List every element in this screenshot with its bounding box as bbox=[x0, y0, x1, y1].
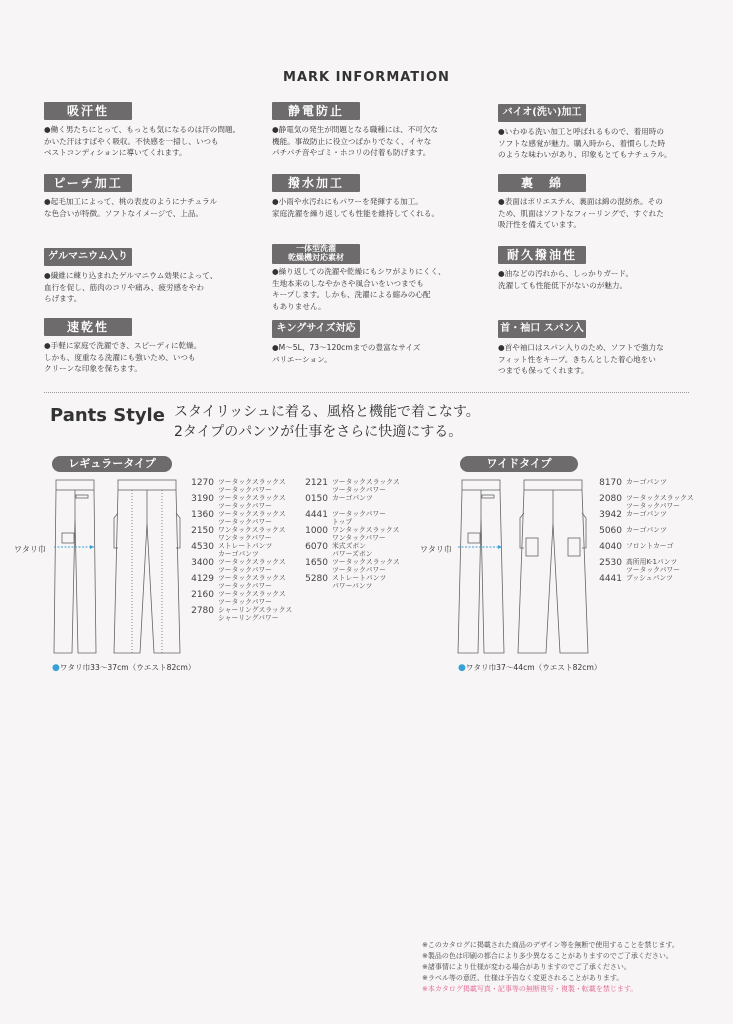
regular-code-list-2 bbox=[300, 478, 400, 590]
list-item bbox=[186, 590, 292, 606]
mark-item bbox=[44, 100, 272, 172]
mark-desc: ●手軽に家庭で洗濯でき、スピーディに乾燥。 しかも、度重なる洗濯にも強いため、いつも クリーンな印象を保ちます。 bbox=[44, 341, 202, 373]
wide-size-note bbox=[458, 662, 601, 673]
regular-size-note bbox=[52, 662, 195, 673]
list-item bbox=[186, 494, 292, 510]
note-line: ※ラベル等の意匠、仕様は予告なく変更されることがあります。 bbox=[422, 974, 624, 982]
product-name: シャーリングスラックス シャーリングパワー bbox=[218, 606, 293, 622]
wide-watari-label: ワタリ巾 bbox=[420, 545, 452, 554]
product-code: 4441 bbox=[599, 574, 622, 584]
blue-dot-icon: ● bbox=[52, 663, 60, 673]
list-item bbox=[594, 558, 694, 574]
mark-badge: 吸汗性 bbox=[44, 102, 132, 120]
mark-item bbox=[498, 100, 704, 172]
product-name: ブッシュパンツ bbox=[626, 574, 673, 582]
product-code: 3400 bbox=[191, 558, 214, 568]
mark-information-grid bbox=[44, 100, 704, 390]
mark-item bbox=[44, 172, 272, 244]
product-name: ツータックパワー トップ bbox=[332, 510, 386, 526]
product-name: フロントカーゴ bbox=[626, 542, 674, 550]
product-name: ワンタックスラックス ワンタックパワー bbox=[218, 526, 286, 542]
pants-style-subtitle-line1: スタイリッシュに着る、風格と機能で着こなす。 bbox=[174, 404, 480, 420]
list-item bbox=[186, 510, 292, 526]
regular-watari-label: ワタリ巾 bbox=[14, 545, 46, 554]
product-name: ツータックスラックス ツータックパワー bbox=[332, 478, 400, 494]
mark-desc: ●油などの汚れから、しっかりガード。 洗濯しても性能低下がないのが魅力。 bbox=[498, 269, 634, 290]
mark-item bbox=[498, 244, 704, 316]
product-code: 8170 bbox=[599, 478, 622, 488]
product-code: 2150 bbox=[191, 526, 214, 536]
footer-notes bbox=[422, 940, 679, 995]
list-item bbox=[300, 494, 400, 510]
product-code: 5060 bbox=[599, 526, 622, 536]
regular-pants-illustration bbox=[52, 478, 192, 660]
product-name: ストレートパンツ カーゴパンツ bbox=[218, 542, 273, 558]
product-code: 2080 bbox=[599, 494, 622, 504]
list-item bbox=[594, 574, 694, 590]
mark-item bbox=[44, 316, 272, 388]
product-code: 1650 bbox=[305, 558, 328, 568]
product-name: カーゴパンツ bbox=[626, 526, 667, 534]
product-name: 米式ズボン パワーズボン bbox=[332, 542, 373, 558]
regular-code-list-1 bbox=[186, 478, 292, 622]
product-name: ツータックスラックス ツータックパワー bbox=[218, 574, 286, 590]
list-item bbox=[300, 478, 400, 494]
mark-badge: 裏 綿 bbox=[498, 174, 586, 192]
product-code: 4530 bbox=[191, 542, 214, 552]
product-code: 4040 bbox=[599, 542, 622, 552]
list-item bbox=[594, 478, 694, 494]
mark-item bbox=[498, 172, 704, 244]
mark-desc: ●小雨や水汚れにもパワーを発揮する加工。 家庭洗濯を繰り返しても性能を維持してくれる。 bbox=[272, 197, 440, 218]
list-item bbox=[300, 526, 400, 542]
product-name: カーゴパンツ bbox=[626, 478, 667, 486]
pants-style-subtitle bbox=[174, 402, 480, 442]
note-line: ※このカタログに掲載された商品のデザイン等を無断で使用することを禁じます。 bbox=[422, 941, 679, 949]
list-item bbox=[186, 526, 292, 542]
list-item bbox=[186, 478, 292, 494]
mark-desc: ●繊維に練り込まれたゲルマニウム効果によって、 血行を促し、筋肉のコリや痛み、疲労感をやわ らげます。 bbox=[44, 271, 218, 303]
mark-desc: ●働く男たちにとって、もっとも気になるのは汗の問題。 かいた汗はすばやく吸収。不快感を一掃し、いつも ベストコンディションに導いてくれます。 bbox=[44, 125, 241, 157]
mark-desc: ●起毛加工によって、桃の表皮のようにナチュラル な色合いが特徴。ソフトなイメージで、上品。 bbox=[44, 197, 218, 218]
mark-item bbox=[44, 244, 272, 316]
list-item bbox=[594, 510, 694, 526]
product-code: 4441 bbox=[305, 510, 328, 520]
mark-badge: 速乾性 bbox=[44, 318, 132, 336]
product-code: 0150 bbox=[305, 494, 328, 504]
list-item bbox=[186, 606, 292, 622]
mark-item bbox=[498, 316, 704, 388]
mark-desc: ●いわゆる洗い加工と呼ばれるもので、着用時の ソフトな感覚が魅力。購入時から、着慣らした時 のような味わいがあり、印象もとてもナチュラル。 bbox=[498, 127, 672, 159]
product-code: 2160 bbox=[191, 590, 214, 600]
product-code: 5280 bbox=[305, 574, 328, 584]
mark-badge: 静電防止 bbox=[272, 102, 360, 120]
product-name: ツータックスラックス ツータックパワー bbox=[332, 558, 400, 574]
mark-desc: ●表面はポリエステル、裏面は綿の混紡糸。その ため、肌面はソフトなフィーリングで、すぐれた 吸汗性を備えています。 bbox=[498, 197, 664, 229]
product-name: ツータックスラックス ツータックパワー bbox=[218, 558, 286, 574]
list-item bbox=[186, 558, 292, 574]
mark-badge: ゲルマニウム入り bbox=[44, 248, 132, 266]
product-name: ツータックスラックス ツータックパワー bbox=[218, 590, 286, 606]
note-line-pink: ※本カタログ掲載写真・記事等の無断複写・複製・転載を禁じます。 bbox=[422, 985, 638, 993]
mark-badge: 撥水加工 bbox=[272, 174, 360, 192]
product-name: ツータックスラックス ツータックパワー bbox=[626, 494, 694, 510]
product-name: ツータックスラックス ツータックパワー bbox=[218, 510, 286, 526]
note-line: ※製品の色は印刷の都合により多少異なることがありますのでご了承ください。 bbox=[422, 952, 673, 960]
product-code: 1270 bbox=[191, 478, 214, 488]
mark-desc: ●M～5L、73～120cmまでの豊富なサイズ バリエーション。 bbox=[272, 343, 421, 364]
mark-item bbox=[272, 172, 498, 244]
product-code: 3190 bbox=[191, 494, 214, 504]
list-item bbox=[594, 542, 694, 558]
mark-desc: ●繰り返しての洗濯や乾燥にもシワがよりにくく、 生地本来のしなやかさや風合いをいつまでも キープします。しかも、洗濯による縮みの心配 もありません。 bbox=[272, 267, 446, 311]
list-item bbox=[300, 542, 400, 558]
list-item bbox=[300, 558, 400, 574]
mark-badge: ピーチ加工 bbox=[44, 174, 132, 192]
wide-code-list bbox=[594, 478, 694, 590]
list-item bbox=[186, 542, 292, 558]
pants-style-title: Pants Style bbox=[50, 405, 165, 426]
mark-information-title: MARK INFORMATION bbox=[283, 70, 450, 85]
product-name: カーゴパンツ bbox=[332, 494, 373, 502]
regular-size-note-text: ワタリ巾33～37cm（ウエスト82cm） bbox=[59, 663, 196, 672]
section-divider bbox=[44, 392, 689, 393]
product-code: 1000 bbox=[305, 526, 328, 536]
pants-style-subtitle-line2: 2タイプのパンツが仕事をさらに快適にする。 bbox=[174, 424, 463, 440]
list-item bbox=[300, 574, 400, 590]
product-code: 2121 bbox=[305, 478, 328, 488]
product-name: ツータックスラックス ツータックパワー bbox=[218, 494, 286, 510]
product-name: ツータックスラックス ツータックパワー bbox=[218, 478, 286, 494]
wide-pants-illustration bbox=[456, 478, 596, 660]
mark-badge: 首・袖口 スパン入 bbox=[498, 320, 586, 338]
mark-item bbox=[272, 316, 498, 388]
mark-badge: 耐久撥油性 bbox=[498, 246, 586, 264]
mark-badge: 一体型洗濯 乾燥機対応素材 bbox=[272, 244, 360, 264]
mark-desc: ●首や袖口はスパン入りのため、ソフトで強力な フィット性をキープ。きちんとした着心地をい つまでも保ってくれます。 bbox=[498, 343, 664, 375]
product-code: 3942 bbox=[599, 510, 622, 520]
blue-dot-icon: ● bbox=[458, 663, 466, 673]
product-name: ワンタックスラックス ワンタックパワー bbox=[332, 526, 400, 542]
wide-type-badge: ワイドタイプ bbox=[460, 456, 578, 472]
product-name: ストレートパンツ パワーパンツ bbox=[332, 574, 387, 590]
product-code: 6070 bbox=[305, 542, 328, 552]
product-name: カーゴパンツ bbox=[626, 510, 667, 518]
wide-size-note-text: ワタリ巾37～44cm（ウエスト82cm） bbox=[465, 663, 602, 672]
list-item bbox=[594, 526, 694, 542]
product-code: 2530 bbox=[599, 558, 622, 568]
mark-item bbox=[272, 100, 498, 172]
mark-item bbox=[272, 244, 498, 316]
mark-badge: キングサイズ対応 bbox=[272, 320, 360, 338]
product-code: 4129 bbox=[191, 574, 214, 584]
regular-type-badge: レギュラータイプ bbox=[52, 456, 172, 472]
list-item bbox=[186, 574, 292, 590]
product-code: 2780 bbox=[191, 606, 214, 616]
mark-badge: バイオ(洗い)加工 bbox=[498, 104, 586, 122]
product-code: 1360 bbox=[191, 510, 214, 520]
product-name: 高所用K-1パンツ ツータックパワー bbox=[626, 558, 680, 574]
note-line: ※諸事情により仕様が変わる場合がありますのでご了承ください。 bbox=[422, 963, 631, 971]
list-item bbox=[594, 494, 694, 510]
list-item bbox=[300, 510, 400, 526]
mark-desc: ●静電気の発生が問題となる職種には、不可欠な 機能。事故防止に役立つばかりでなく、イヤな パチパチ音やゴミ・ホコリの付着も防げます。 bbox=[272, 125, 439, 157]
